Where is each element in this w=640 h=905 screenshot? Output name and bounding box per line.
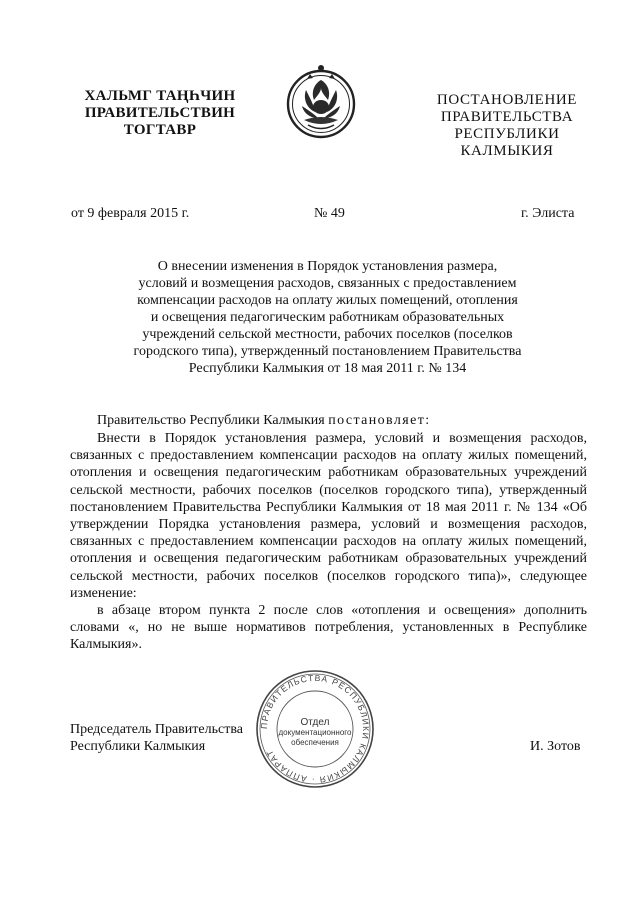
document-title — [70, 258, 585, 377]
intro-verb: постановляет: — [328, 413, 431, 428]
header-kalmyk-line: ХАЛЬМГ ТАҢҺЧИН — [84, 88, 236, 104]
signatory-name: И. Зотов — [530, 739, 581, 754]
header-russian-line: РЕСПУБЛИКИ КАЛМЫКИЯ — [454, 126, 560, 159]
title-line: Республики Калмыкия от 18 мая 2011 г. № 134 — [188, 361, 467, 376]
signatory-position-line: Республики Калмыкия — [70, 739, 206, 754]
title-line: О внесении изменения в Порядок установления размера, — [157, 259, 498, 274]
header-kalmyk-line: ПРАВИТЕЛЬСТВИН — [84, 105, 236, 121]
body-paragraph: Внести в Порядок установления размера, условий и возмещения расходов, связанных с предоставлением компенсации расходов на оплату жилых помещений, отопления и освещения педагогическим работникам образовательных учреждений сельской местности, рабочих поселков (поселков городского типа), утвержденный постановлением Правительства Республики Калмыкия от 18 мая 2011 г. № 134 «Об утверждении Порядка установления размера, условий и возмещения расходов, связанных с предоставлением компенсации расходов на оплату жилых помещений, отопления и освещения педагогическим работникам образовательных учреждений сельской местности, рабочих поселков (поселков городского типа)», следующее изменение: — [70, 431, 587, 601]
stamp-line: Отдел — [300, 717, 330, 728]
resolution-intro — [97, 413, 431, 429]
header-russian-line: ПОСТАНОВЛЕНИЕ — [436, 92, 578, 108]
title-line: учреждений сельской местности, рабочих поселков (поселков — [142, 327, 513, 342]
title-line: компенсации расходов на оплату жилых помещений, отопления — [137, 293, 518, 308]
stamp-ring-text: ПРАВИТЕЛЬСТВА РЕСПУБЛИКИ КАЛМЫКИЯ · АППАРАТ — [258, 672, 372, 786]
document-date: от 9 февраля 2015 г. — [71, 206, 190, 221]
document-body — [70, 430, 587, 654]
emblem-icon — [284, 62, 358, 144]
stamp-center-text — [270, 718, 360, 748]
body-paragraph: в абзаце втором пункта 2 после слов «отопления и освещения» дополнить словами «, но не выше нормативов потребления, установленных в Республике Калмыкия». — [70, 603, 587, 653]
header-russian — [412, 92, 602, 160]
title-line: условий и возмещения расходов, связанных с предоставлением — [138, 276, 517, 291]
header-kalmyk-line: ТОГТАВР — [123, 122, 197, 138]
document-city: г. Элиста — [521, 206, 575, 221]
stamp-line: документационного — [278, 728, 352, 737]
header-russian-line: ПРАВИТЕЛЬСТВА — [440, 109, 574, 125]
title-line: городского типа), утвержденный постановлением Правительства — [133, 344, 522, 359]
stamp-line: обеспечения — [291, 738, 339, 747]
header-kalmyk — [60, 88, 260, 139]
document-number: № 49 — [314, 206, 345, 221]
signatory-position-line: Председатель Правительства — [70, 722, 243, 737]
signatory-position — [70, 721, 270, 755]
intro-subject: Правительство Республики Калмыкия — [97, 413, 325, 428]
title-line: и освещения педагогическим работникам образовательных — [150, 310, 505, 325]
